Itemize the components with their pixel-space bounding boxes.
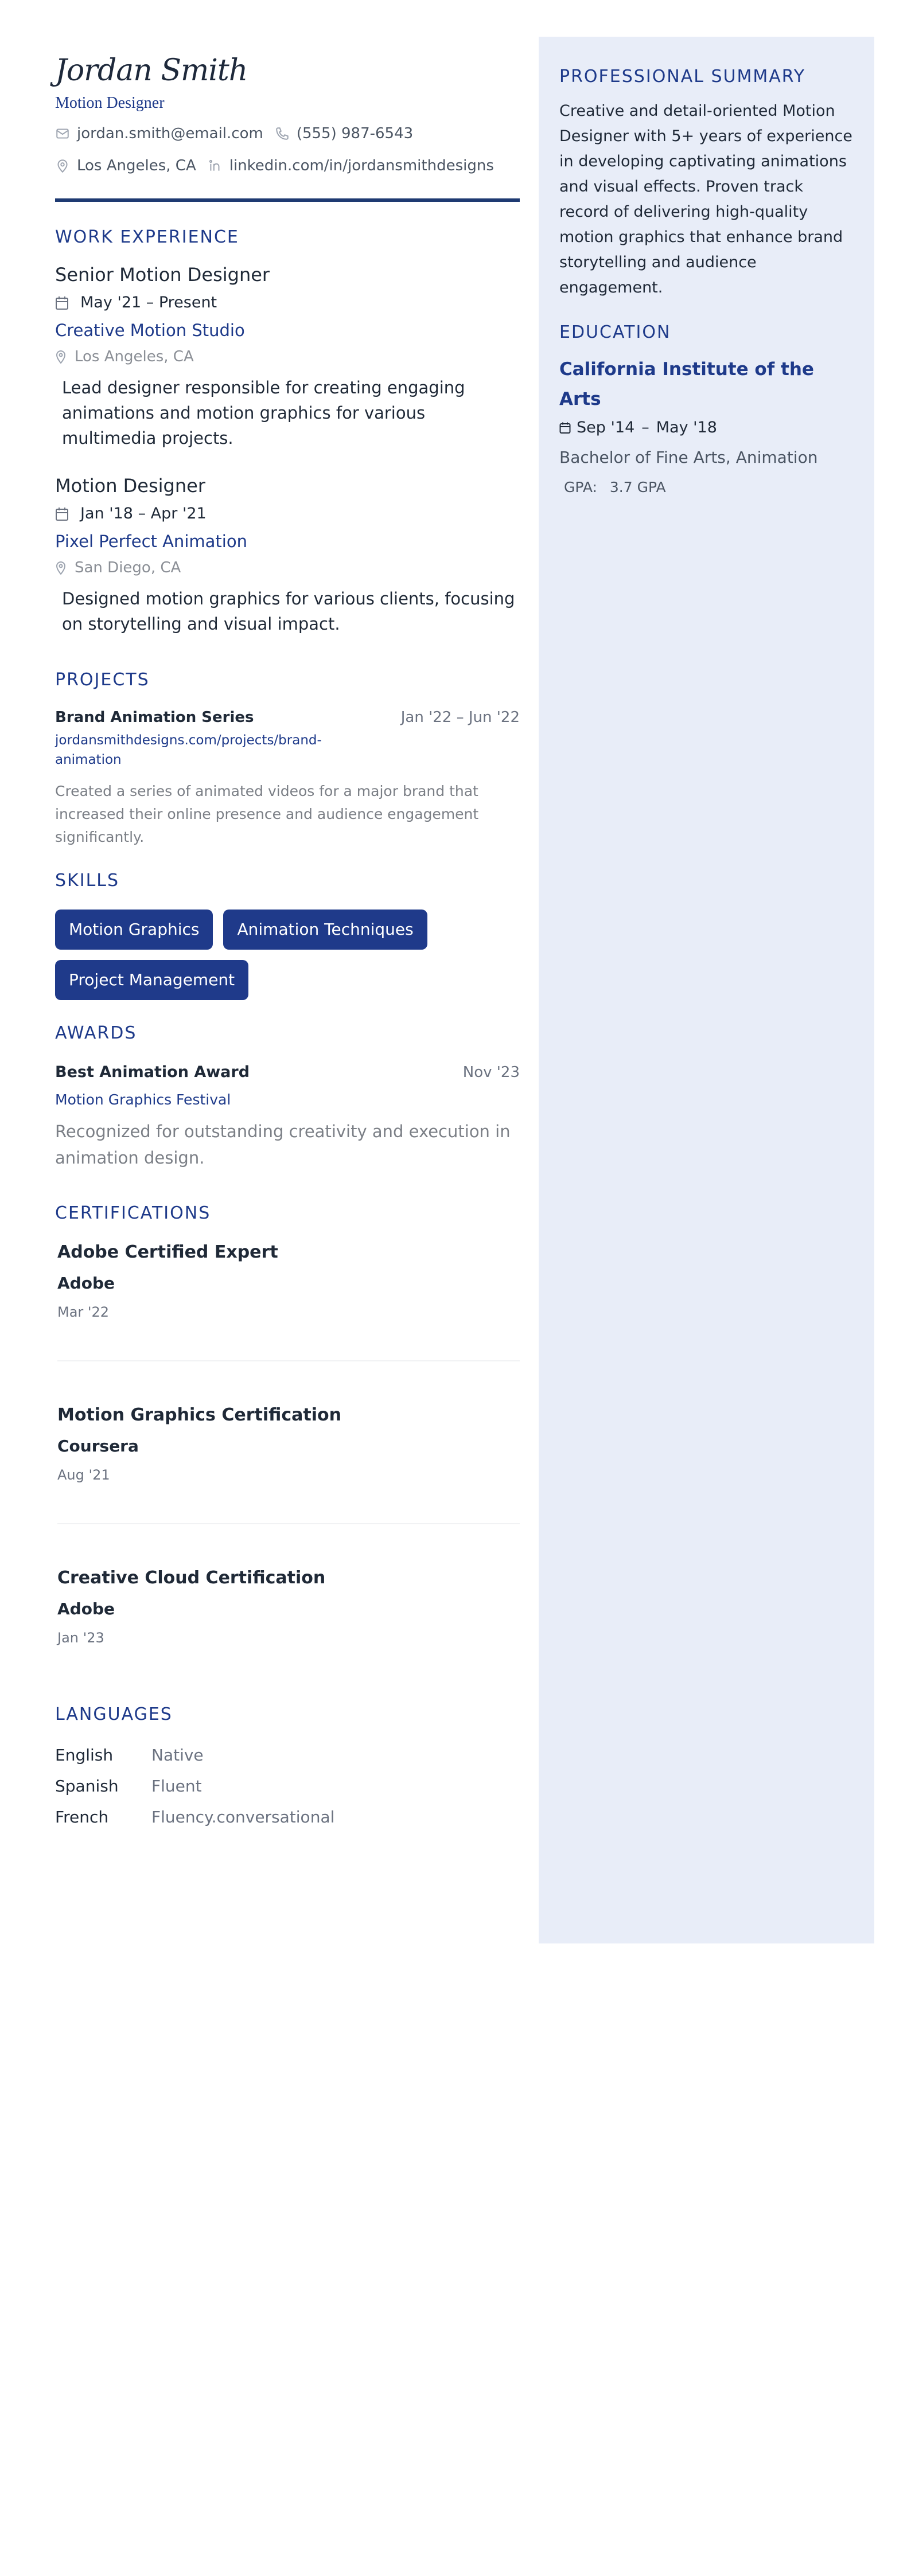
job-location-text: San Diego, CA	[75, 559, 181, 576]
education-start: Sep '14	[577, 419, 635, 436]
mail-icon	[55, 126, 70, 141]
project-name: Brand Animation Series	[55, 709, 254, 726]
job-location	[55, 556, 520, 579]
certification-date: Jan '23	[57, 1630, 104, 1646]
section-title-certifications: CERTIFICATIONS	[55, 1203, 211, 1223]
job-dates-text: May '21 – Present	[80, 294, 217, 311]
gpa-value: 3.7 GPA	[609, 479, 666, 495]
project-description: Created a series of animated videos for a major brand that increased their online presence and audience engagement significantly.	[55, 783, 479, 845]
location-pin-icon	[55, 560, 67, 575]
calendar-icon	[55, 295, 69, 310]
certification-entry	[55, 1231, 520, 1324]
award-description: Recognized for outstanding creativity and execution in animation design.	[55, 1122, 511, 1168]
education-date-separator: –	[641, 419, 649, 436]
main-column	[55, 37, 520, 1833]
project-header	[55, 707, 520, 728]
section-title-languages: LANGUAGES	[55, 1704, 173, 1724]
location-pin-icon	[55, 158, 70, 173]
email-text: jordan.smith@email.com	[77, 125, 263, 142]
language-level: Fluent	[151, 1777, 202, 1796]
job-dates-text: Jan '18 – Apr '21	[80, 505, 207, 522]
award-name: Best Animation Award	[55, 1063, 250, 1081]
project-link[interactable]: jordansmithdesigns.com/projects/brand-animation	[55, 733, 322, 767]
certification-date: Aug '21	[57, 1467, 110, 1483]
language-name: French	[55, 1808, 109, 1826]
language-level: Native	[151, 1746, 204, 1765]
job-location	[55, 345, 520, 368]
job-dates	[55, 291, 520, 314]
contact-email[interactable]	[55, 123, 263, 145]
certification-name: Adobe Certified Expert	[57, 1242, 278, 1262]
language-name: Spanish	[55, 1777, 119, 1796]
calendar-icon	[559, 421, 571, 434]
award-organization: Motion Graphics Festival	[55, 1091, 231, 1108]
contact-linkedin[interactable]	[208, 155, 494, 177]
section-title-awards: AWARDS	[55, 1023, 137, 1043]
section-title-summary: PROFESSIONAL SUMMARY	[559, 67, 806, 87]
award-header	[55, 1061, 520, 1084]
certification-entry	[55, 1394, 520, 1486]
skill-chip: Motion Graphics	[55, 910, 213, 950]
language-level: Fluency.conversational	[151, 1808, 335, 1826]
education-gpa	[559, 475, 854, 500]
skills-list	[55, 910, 520, 1010]
certification-name: Creative Cloud Certification	[57, 1568, 326, 1588]
language-row	[55, 1802, 520, 1833]
section-title-work: WORK EXPERIENCE	[55, 227, 239, 247]
location-pin-icon	[55, 349, 67, 364]
section-title-skills: SKILLS	[55, 871, 120, 891]
candidate-title: Motion Designer	[55, 94, 165, 112]
linkedin-icon	[208, 158, 223, 173]
sidebar	[539, 37, 874, 1943]
section-title-projects: PROJECTS	[55, 670, 150, 690]
job-role: Senior Motion Designer	[55, 264, 270, 286]
language-row	[55, 1740, 520, 1771]
job-company: Creative Motion Studio	[55, 321, 245, 340]
contact-row-2	[55, 155, 520, 177]
language-name: English	[55, 1746, 114, 1765]
certification-name: Motion Graphics Certification	[57, 1405, 341, 1425]
section-title-education: EDUCATION	[559, 322, 671, 342]
phone-text: (555) 987-6543	[296, 125, 414, 142]
calendar-icon	[55, 506, 69, 521]
job-dates	[55, 502, 520, 525]
certification-entry	[55, 1556, 520, 1649]
award-entry	[55, 1061, 520, 1171]
skill-chip: Animation Techniques	[223, 910, 427, 950]
project-dates: Jan '22 – Jun '22	[400, 709, 520, 726]
certification-divider	[57, 1523, 520, 1524]
job-entry	[55, 261, 520, 451]
job-entry	[55, 473, 520, 637]
contact-phone[interactable]	[275, 123, 413, 145]
linkedin-text: linkedin.com/in/jordansmithdesigns	[229, 157, 494, 174]
language-row	[55, 1771, 520, 1802]
award-date: Nov '23	[462, 1064, 520, 1081]
certification-issuer: Adobe	[57, 1599, 115, 1618]
job-company: Pixel Perfect Animation	[55, 532, 247, 551]
project-entry	[55, 707, 520, 849]
languages-list	[55, 1740, 520, 1833]
location-text: Los Angeles, CA	[77, 157, 196, 174]
candidate-name: Jordan Smith	[55, 53, 248, 88]
certification-issuer: Coursera	[57, 1437, 139, 1455]
contact-row-1	[55, 123, 520, 145]
gpa-label: GPA:	[564, 479, 597, 495]
job-description: Designed motion graphics for various clients, focusing on storytelling and visual impact.	[62, 589, 515, 634]
education-end: May '18	[656, 419, 717, 436]
job-location-text: Los Angeles, CA	[75, 348, 194, 365]
contact-location	[55, 155, 196, 177]
summary-text: Creative and detail-oriented Motion Designer with 5+ years of experience in developing captivating animations and visual effects. Proven track record of delivering high-quality motion graphics that enhance brand storytelling and audience engagement.	[559, 102, 852, 296]
header-divider	[55, 198, 520, 202]
education-dates	[559, 415, 854, 440]
job-description: Lead designer responsible for creating engaging animations and motion graphics for various multimedia projects.	[62, 378, 465, 448]
certification-issuer: Adobe	[57, 1274, 115, 1293]
job-role: Motion Designer	[55, 475, 205, 497]
skill-chip: Project Management	[55, 960, 248, 1000]
education-school: California Institute of the Arts	[559, 359, 814, 409]
certification-date: Mar '22	[57, 1304, 110, 1320]
education-degree: Bachelor of Fine Arts, Animation	[559, 448, 818, 467]
phone-icon	[275, 126, 290, 141]
certification-divider	[57, 1360, 520, 1361]
